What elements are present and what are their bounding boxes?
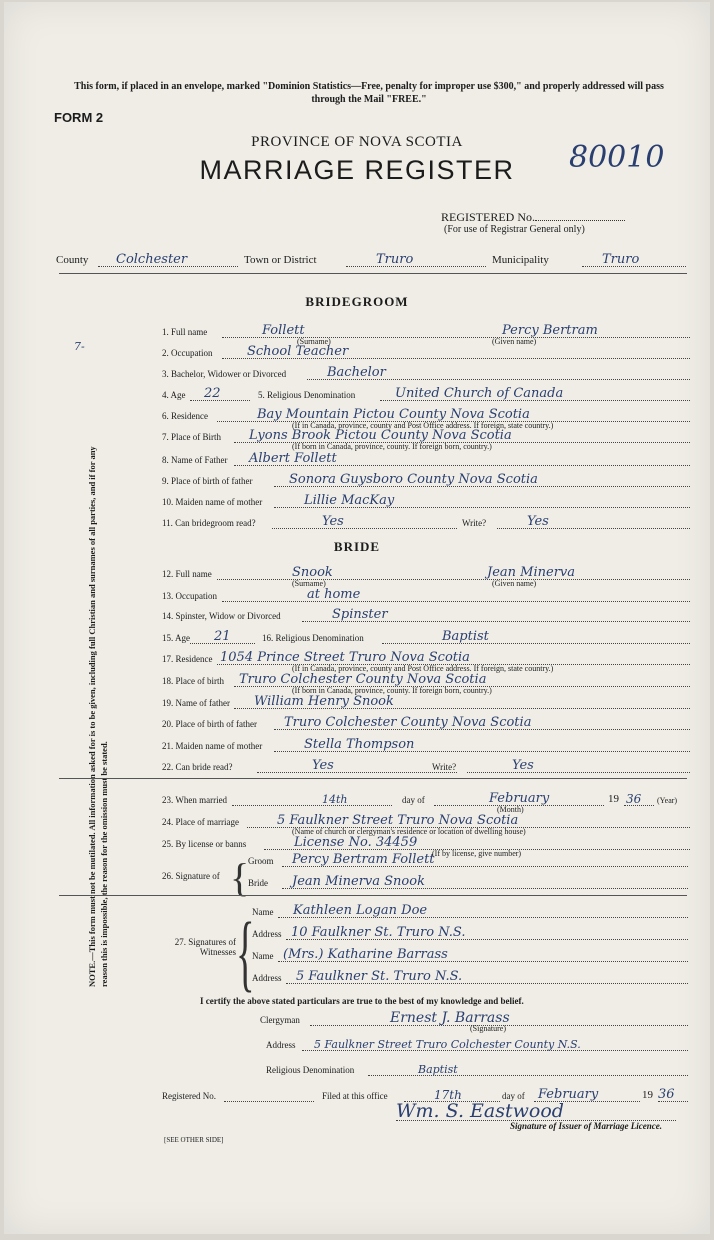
witness1-address-row: Address 10 Faulkner St. Truro N.S. bbox=[252, 922, 688, 942]
signature-brace: { bbox=[230, 855, 250, 900]
groom-given-name: Percy Bertram bbox=[502, 323, 598, 338]
groom-father-birth: Sonora Guysboro County Nova Scotia bbox=[289, 472, 538, 487]
place-of-marriage-row: 24. Place of marriage 5 Faulkner Street Truro Nova Scotia (Name of church or clergyman's residence or location of dwelling house) bbox=[162, 810, 690, 830]
witness2-address: 5 Faulkner St. Truro N.S. bbox=[296, 969, 463, 984]
bride-surname: Snook bbox=[292, 565, 333, 580]
side-note: NOTE.—This form must not be mutilated. All information asked for is to be given, including full Christian and surnames of all parties, and if for any reason this is impossible, the reason for the omission must be stated. bbox=[87, 446, 109, 987]
bride-signature-row: Bride Jean Minerva Snook bbox=[248, 871, 688, 891]
witness2-address-row: Address 5 Faulkner St. Truro N.S. bbox=[252, 966, 688, 986]
witnesses-label: 27. Signatures of Witnesses bbox=[174, 937, 236, 957]
bride-religion: Baptist bbox=[442, 629, 489, 644]
groom-full-name-row: 1. Full name Follett Percy Bertram (Surname) (Given name) bbox=[162, 320, 690, 340]
bridegroom-heading: BRIDEGROOM bbox=[305, 294, 409, 309]
county-value: Colchester bbox=[116, 252, 188, 267]
when-married-row: 23. When married 14th day of February 19 36 (Month) (Year) bbox=[162, 791, 678, 814]
signature-of-label: 26. Signature of bbox=[162, 871, 220, 881]
clergy-denomination: Baptist bbox=[418, 1063, 458, 1076]
filing-row: Registered No. Filed at this office 17th day of February 19 36 bbox=[162, 1084, 688, 1104]
filed-year: 36 bbox=[658, 1087, 675, 1102]
marriage-day: 14th bbox=[322, 793, 348, 806]
witnesses-brace: { bbox=[236, 904, 255, 1000]
groom-signature: Percy Bertram Follett bbox=[292, 852, 435, 867]
groom-religion: United Church of Canada bbox=[395, 386, 564, 401]
groom-father: Albert Follett bbox=[249, 451, 337, 466]
witness2-name-row: Name (Mrs.) Katharine Barrass bbox=[252, 944, 688, 964]
groom-read-row: 11. Can bridegroom read? Yes Write? Yes bbox=[162, 511, 690, 531]
marriage-year: 36 bbox=[626, 792, 642, 806]
groom-occupation: School Teacher bbox=[247, 344, 349, 359]
filed-month: February bbox=[538, 1087, 599, 1102]
bride-father: William Henry Snook bbox=[254, 694, 394, 709]
groom-father-birth-row: 9. Place of birth of father Sonora Guysboro County Nova Scotia bbox=[162, 469, 690, 489]
groom-status-row: 3. Bachelor, Widower or Divorced Bachelor bbox=[162, 362, 690, 382]
register-number: 80010 bbox=[569, 140, 665, 175]
clergy-address: 5 Faulkner Street Truro Colchester County N.S. bbox=[314, 1038, 581, 1051]
witness1-name: Kathleen Logan Doe bbox=[293, 903, 428, 918]
witness2-name: (Mrs.) Katharine Barrass bbox=[283, 947, 448, 962]
marriage-register-form bbox=[4, 2, 710, 1234]
witness1-address: 10 Faulkner St. Truro N.S. bbox=[291, 925, 466, 940]
groom-residence: Bay Mountain Pictou County Nova Scotia bbox=[257, 407, 530, 422]
witness1-name-row: Name Kathleen Logan Doe bbox=[252, 900, 688, 920]
groom-mother-row: 10. Maiden name of mother Lillie MacKay bbox=[162, 490, 690, 510]
bride-can-write: Yes bbox=[512, 758, 534, 773]
bride-birth-row: 18. Place of birth Truro Colchester County Nova Scotia (If born in Canada, province, county. If foreign born, country.) bbox=[162, 669, 690, 689]
bride-father-birth: Truro Colchester County Nova Scotia bbox=[284, 715, 532, 730]
groom-can-read: Yes bbox=[322, 514, 344, 529]
clergy-address-row: Address 5 Faulkner Street Truro Colchester County N.S. bbox=[266, 1033, 688, 1053]
marriage-place: 5 Faulkner Street Truro Nova Scotia bbox=[277, 813, 519, 828]
divider bbox=[59, 895, 687, 896]
certification-statement: I certify the above stated particulars are true to the best of my knowledge and belief. bbox=[200, 996, 524, 1006]
groom-occupation-row: 2. Occupation School Teacher bbox=[162, 341, 690, 361]
province-heading: PROVINCE OF NOVA SCOTIA bbox=[251, 134, 463, 150]
form-title: MARRIAGE REGISTER bbox=[199, 155, 515, 185]
bride-father-birth-row: 20. Place of birth of father Truro Colchester County Nova Scotia bbox=[162, 712, 690, 732]
bride-given-name: Jean Minerva bbox=[487, 565, 576, 580]
groom-status: Bachelor bbox=[327, 365, 386, 380]
bride-status: Spinster bbox=[332, 607, 388, 622]
divider bbox=[59, 778, 687, 779]
registered-no: REGISTERED No. bbox=[441, 210, 625, 225]
clergy-denomination-row: Religious Denomination Baptist bbox=[266, 1058, 688, 1078]
groom-signature-row: Groom Percy Bertram Follett bbox=[248, 849, 688, 869]
bride-status-row: 14. Spinster, Widow or Divorced Spinster bbox=[162, 604, 690, 624]
bride-occupation: at home bbox=[307, 587, 361, 602]
filed-day: 17th bbox=[434, 1088, 462, 1102]
clergyman-row: Clergyman Ernest J. Barrass (Signature) bbox=[260, 1008, 688, 1028]
groom-birth-row: 7. Place of Birth Lyons Brook Pictou County Nova Scotia (If born in Canada, province, county. If foreign born, country.) bbox=[162, 425, 690, 445]
bride-signature: Jean Minerva Snook bbox=[292, 874, 425, 889]
groom-age: 22 bbox=[204, 386, 221, 401]
see-other-side: [SEE OTHER SIDE] bbox=[164, 1136, 224, 1144]
county-row: County Colchester Town or District Truro Municipality Truro bbox=[56, 249, 688, 269]
bride-occupation-row: 13. Occupation at home bbox=[162, 584, 690, 604]
license-row: 25. By license or banns License No. 34459 (If by license, give number) bbox=[162, 832, 690, 852]
divider bbox=[59, 273, 687, 274]
bride-birth: Truro Colchester County Nova Scotia bbox=[239, 672, 487, 687]
bride-age: 21 bbox=[214, 629, 231, 644]
town-value: Truro bbox=[376, 252, 414, 267]
bride-residence: 1054 Prince Street Truro Nova Scotia bbox=[220, 650, 470, 665]
issuer-signature: Wm. S. Eastwood bbox=[396, 1100, 564, 1122]
bride-age-row: 15. Age 21 16. Religious Denomination Baptist bbox=[162, 626, 690, 646]
postage-notice: This form, if placed in an envelope, marked "Dominion Statistics—Free, penalty for improper use $300," and properly addressed will pass through the Mail "FREE." bbox=[74, 81, 664, 105]
bride-heading: BRIDE bbox=[333, 539, 381, 554]
issuer-label: Signature of Issuer of Marriage Licence. bbox=[510, 1121, 663, 1131]
marriage-month: February bbox=[489, 791, 550, 806]
bride-read-row: 22. Can bride read? Yes Write? Yes bbox=[162, 755, 690, 775]
bride-can-read: Yes bbox=[312, 758, 334, 773]
margin-mark: 7- bbox=[74, 340, 85, 353]
groom-surname: Follett bbox=[262, 323, 305, 338]
groom-can-write: Yes bbox=[527, 514, 549, 529]
bride-mother-row: 21. Maiden name of mother Stella Thompson bbox=[162, 734, 690, 754]
groom-mother: Lillie MacKay bbox=[304, 493, 395, 508]
bride-father-row: 19. Name of father William Henry Snook bbox=[162, 691, 690, 711]
groom-father-row: 8. Name of Father Albert Follett bbox=[162, 448, 690, 468]
municipality-value: Truro bbox=[602, 252, 640, 267]
license-number: License No. 34459 bbox=[294, 835, 418, 850]
registrar-note: (For use of Registrar General only) bbox=[444, 224, 585, 235]
bride-mother: Stella Thompson bbox=[304, 737, 415, 752]
bride-full-name-row: 12. Full name Snook Jean Minerva (Surname) (Given name) bbox=[162, 562, 690, 582]
bride-residence-row: 17. Residence 1054 Prince Street Truro Nova Scotia (If in Canada, province, county and Post Office address. If foreign, state country.) bbox=[162, 647, 690, 667]
form-label: FORM 2 bbox=[54, 110, 104, 125]
groom-age-row: 4. Age 22 5. Religious Denomination United Church of Canada bbox=[162, 383, 690, 403]
groom-birth: Lyons Brook Pictou County Nova Scotia bbox=[249, 428, 512, 443]
groom-residence-row: 6. Residence Bay Mountain Pictou County Nova Scotia (If in Canada, province, county and Post Office address. If foreign, state country.) bbox=[162, 404, 690, 424]
clergyman-signature: Ernest J. Barrass bbox=[390, 1010, 510, 1026]
